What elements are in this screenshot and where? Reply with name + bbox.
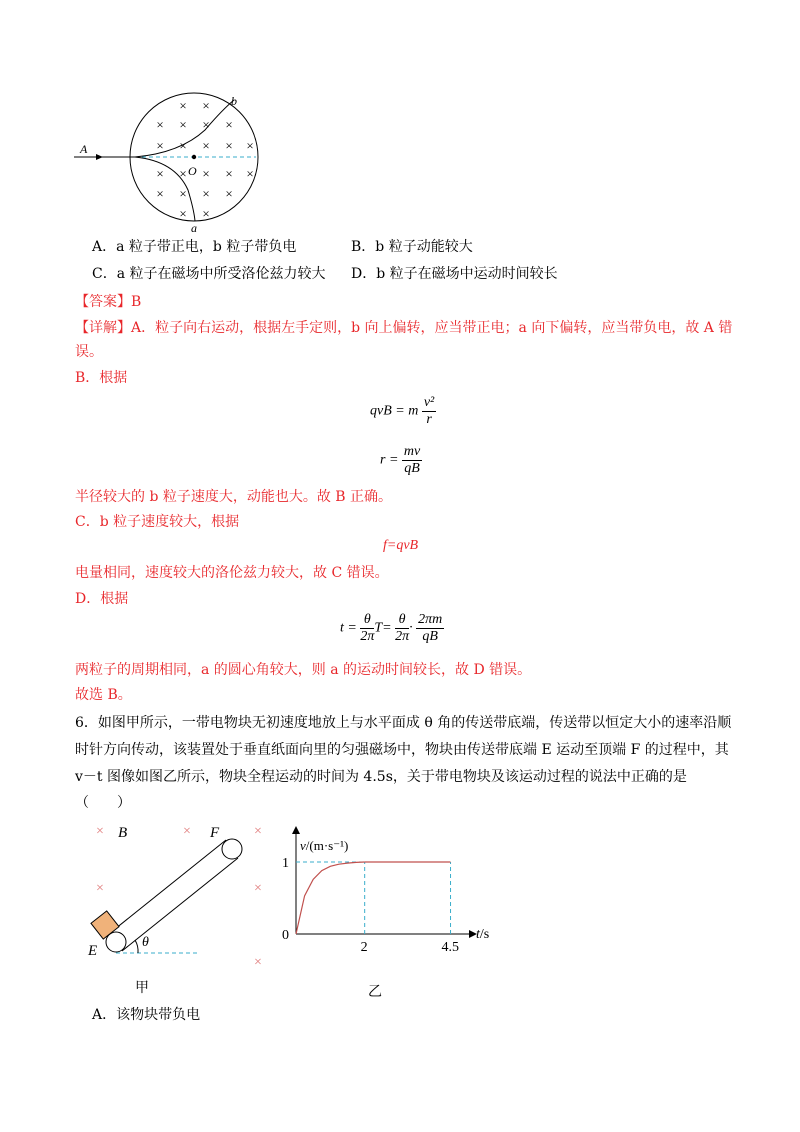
option-C[interactable]: C．a 粒子在磁场中所受洛伦兹力较大 xyxy=(92,266,326,282)
answer-line: 【答案】B xyxy=(75,294,142,310)
x-tick-label-0: 2 xyxy=(360,940,368,955)
svg-text:×: × xyxy=(179,166,187,181)
svg-text:×: × xyxy=(202,117,210,132)
label-A: A xyxy=(80,142,88,156)
label-b: b xyxy=(231,94,237,108)
arrow-head xyxy=(96,154,103,160)
svg-text:×: × xyxy=(225,186,233,201)
option-B[interactable]: B．b 粒子动能较大 xyxy=(351,239,473,255)
q6-line-3: v－t 图像如图乙所示，物块全程运动的时间为 4.5s，关于带电物块及该运动过程的说法中正确的是 xyxy=(75,769,687,785)
svg-text:×: × xyxy=(156,166,164,181)
equation-1: qvB = m $\frac{\text{v²}}{r}$ xyxy=(370,395,435,427)
svg-text:×: × xyxy=(202,166,210,181)
conveyor-figure xyxy=(80,815,280,975)
detail-line-1: 【详解】A．粒子向右运动，根据左手定则，b 向上偏转，应当带正电；a 向下偏转，应当带负电，故 A 错 xyxy=(75,320,733,336)
label-E: E xyxy=(88,943,98,959)
y-axis-label: v/(m·s⁻¹) xyxy=(300,838,349,853)
svg-text:×: × xyxy=(254,824,262,839)
q6-line-4: （ ） xyxy=(75,795,131,811)
svg-text:×: × xyxy=(254,881,262,896)
svg-text:×: × xyxy=(202,98,210,113)
series-layer xyxy=(296,862,451,934)
part-b-intro: B．根据 xyxy=(75,370,128,386)
svg-text:×: × xyxy=(225,166,233,181)
part-d-intro: D．根据 xyxy=(75,591,129,607)
svg-text:×: × xyxy=(96,824,104,839)
caption-yi: 乙 xyxy=(368,984,382,1000)
q6-option-A[interactable]: A．该物块带负电 xyxy=(92,1007,201,1023)
vt-chart xyxy=(280,820,500,970)
option-D[interactable]: D．b 粒子在磁场中运动时间较长 xyxy=(351,266,558,282)
svg-text:×: × xyxy=(179,117,187,132)
magnetic-field-figure xyxy=(60,85,280,240)
svg-text:×: × xyxy=(179,98,187,113)
label-B: B xyxy=(118,825,128,841)
label-a: a xyxy=(191,221,197,235)
equation-4: t = $\frac{\theta}{2\pi}$ T= $\frac{\theta}{2\pi}$ · $\frac{2\pi m}{qB}$ xyxy=(340,612,443,644)
svg-text:×: × xyxy=(202,206,210,221)
part-b-conclusion: 半径较大的 b 粒子速度大，动能也大。故 B 正确。 xyxy=(75,489,393,505)
series-0-rise xyxy=(296,862,365,934)
x-axis-label: t/s xyxy=(476,927,490,942)
svg-text:×: × xyxy=(225,138,233,153)
svg-text:×: × xyxy=(156,186,164,201)
svg-text:×: × xyxy=(156,117,164,132)
svg-text:×: × xyxy=(202,186,210,201)
svg-text:×: × xyxy=(254,955,262,970)
svg-text:×: × xyxy=(179,138,187,153)
part-c-intro: C．b 粒子速度较大，根据 xyxy=(75,514,240,530)
part-c-conclusion: 电量相同，速度较大的洛伦兹力较大，故 C 错误。 xyxy=(75,565,389,581)
svg-text:×: × xyxy=(96,881,104,896)
svg-text:×: × xyxy=(183,824,191,839)
svg-text:×: × xyxy=(246,166,254,181)
q6-line-2: 时针方向传动，该装置处于垂直纸面向里的匀强磁场中，物块由传送带底端 E 运动至顶端 F 的过程中，其 xyxy=(75,742,729,758)
final-choice: 故选 B。 xyxy=(75,687,132,703)
equation-3: f=qvB xyxy=(383,538,419,553)
tick-labels xyxy=(282,856,459,955)
origin-label: 0 xyxy=(282,928,289,943)
center-dot xyxy=(192,155,196,159)
q6-line-1: 6．如图甲所示，一带电物块无初速度地放上与水平面成 θ 角的传送带底端，传送带以恒定大小的速率沿顺 xyxy=(75,715,732,731)
label-F: F xyxy=(210,825,220,841)
caption-jia: 甲 xyxy=(135,980,149,996)
label-O: O xyxy=(188,164,197,178)
svg-text:×: × xyxy=(179,186,187,201)
detail-line-2: 误。 xyxy=(75,344,103,360)
svg-text:×: × xyxy=(202,138,210,153)
x-tick-label-1: 4.5 xyxy=(441,940,460,955)
y-tick-label-0: 1 xyxy=(282,856,289,871)
equation-2: r = $\frac{mv}{qB}$ xyxy=(380,444,421,476)
part-d-conclusion: 两粒子的周期相同，a 的圆心角较大，则 a 的运动时间较长，故 D 错误。 xyxy=(75,662,532,678)
svg-text:×: × xyxy=(246,138,254,153)
label-theta: θ xyxy=(142,935,149,950)
svg-text:×: × xyxy=(179,206,187,221)
top-roller xyxy=(222,839,242,859)
svg-text:×: × xyxy=(156,138,164,153)
option-A[interactable]: A．a 粒子带正电，b 粒子带负电 xyxy=(92,239,297,255)
svg-text:×: × xyxy=(225,117,233,132)
